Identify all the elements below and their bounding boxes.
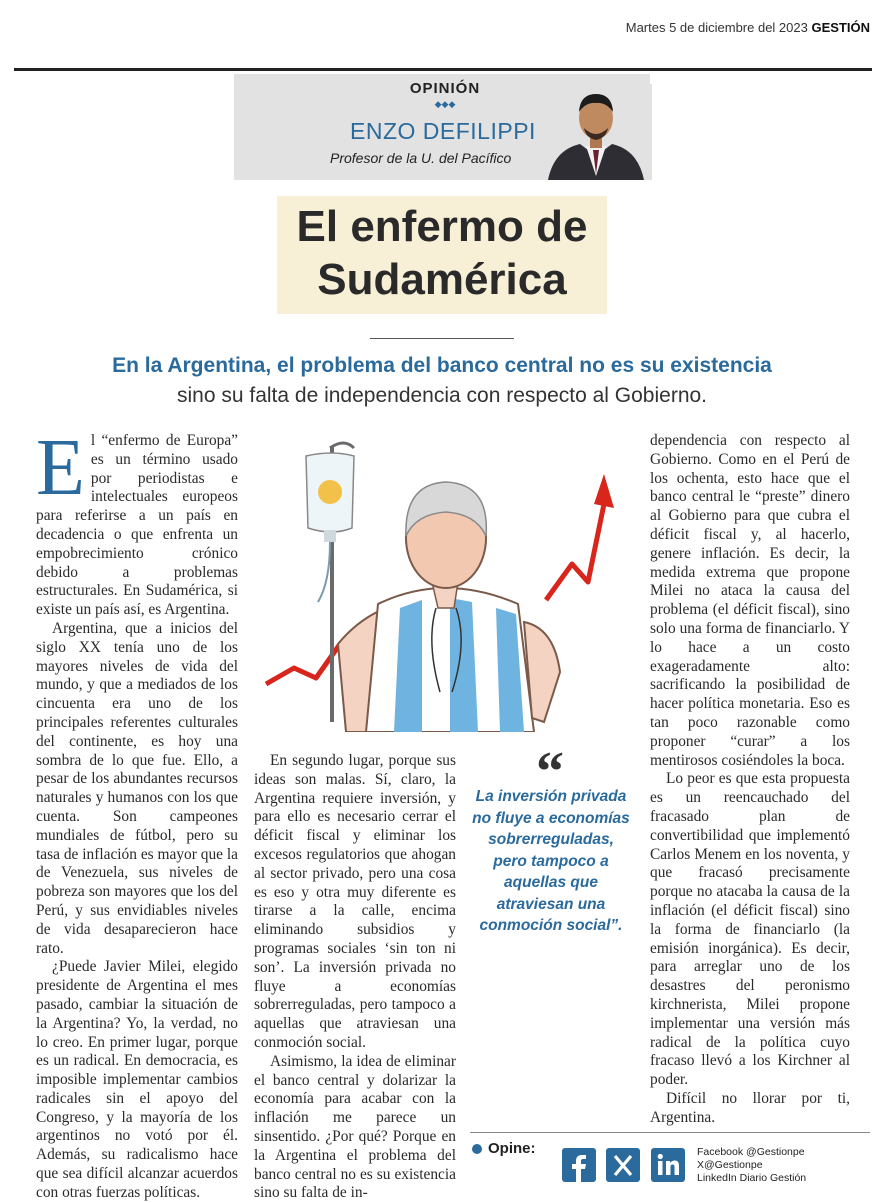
linkedin-handle[interactable]: LinkedIn Diario Gestión [697, 1172, 807, 1184]
paragraph: El “enfermo de Europa” es un término usado por periodistas e intelectuales europeos para referirse a un país en decadencia o que enfrenta un empobrecimiento crónico debido a problemas estructurales. En Sudamérica, si existe un país así, es Argentina. [36, 424, 238, 619]
headline [277, 200, 607, 306]
headline-line-2: Sudamérica [317, 255, 567, 304]
author-photo [540, 84, 652, 180]
article-column-3 [650, 432, 850, 1127]
drop-cap: E [36, 424, 85, 512]
quote-mark-icon: “ [536, 741, 564, 803]
facebook-handle[interactable]: Facebook @Gestionpe [697, 1146, 805, 1158]
top-rule [14, 68, 872, 71]
social-handles [697, 1146, 806, 1185]
pull-quote: La inversión privada no fluye a economías sobrerreguladas, pero tampoco a aquellas que atraviesan una conmoción social”. [472, 788, 630, 934]
subhead-line-1: En la Argentina, el problema del banco central no es su existencia [112, 354, 772, 377]
date: Martes 5 de diciembre del 2023 [625, 20, 808, 35]
paragraph: Difícil no llorar por ti, Argentina. [650, 1089, 850, 1126]
footer-rule [470, 1132, 870, 1133]
subhead-line-2: sino su falta de independencia con respecto al Gobierno. [176, 384, 708, 407]
paragraph: En segundo lugar, porque sus ideas son malas. Sí, claro, la Argentina requiere inversión, y para ello es necesario cerrar el déficit fiscal y eliminar los excesos regulatorios que ahogan al sector privado, pero una cosa es eso y otra muy diferente es tirarse a la calle, encima eliminando subsidios y programas sociales ‘sin ton ni son’. La inversión privada no fluye a economías sobrerreguladas, pero tampoco a aquellas que atraviesan una conmoción social. [254, 752, 456, 1051]
section-label: OPINIÓN [409, 80, 481, 97]
illustration-iv-drip-patient [254, 432, 634, 732]
headline-divider [370, 338, 514, 339]
author-name: ENZO DEFILIPPI [350, 118, 536, 144]
article-column-2 [254, 752, 456, 1203]
x-handle[interactable]: X@Gestionpe [697, 1159, 763, 1171]
paragraph: ¿Puede Javier Milei, elegido presidente de Argentina el mes pasado, cambiar la situación de la Argentina? Yo, la verdad, no lo creo. En primer lugar, porque es un radical. En democracia, es imposible implementar cambios radicales sin el apoyo del Congreso, y la mayoría de los argentinos no votó por él. Además, su radicalismo hace que sea difícil alcanzar acuerdos con otras fuerzas políticas. [36, 958, 238, 1201]
author-role: Profesor de la U. del Pacífico [330, 150, 512, 166]
masthead [626, 20, 870, 35]
paragraph: Argentina, que a inicios del siglo XX tenía uno de los mayores niveles de vida del mundo, y que a mediados de los cincuenta era uno de los principales referentes culturales del continente, es hoy una sombra de lo que fue. Ello, a pesar de los abundantes recursos naturales y humanos con los que cuenta. Son campeones mundiales de fútbol, pero su tasa de inflación es mayor que la de Venezuela, sus niveles de pobreza son mayores que los del Perú, y sus envidiables niveles de vida desaparecieron hace rato. [36, 619, 238, 957]
diamonds-ornament-icon: ◆◆◆ [434, 99, 456, 109]
speech-bubble-icon [472, 1144, 482, 1154]
opine-label: Opine: [472, 1140, 536, 1157]
article-column-1 [36, 424, 238, 1203]
paragraph: Asimismo, la idea de eliminar el banco central y dolarizar la economía para acabar con la inflación me parece un sinsentido. ¿Por qué? Porque en la Argentina el problema del banco central no es su existencia sino su falta de in- [254, 1052, 456, 1202]
headline-line-1: El enfermo de [296, 202, 588, 251]
facebook-icon[interactable] [562, 1148, 596, 1182]
linkedin-icon[interactable] [651, 1148, 685, 1182]
paper-name: GESTIÓN [811, 20, 870, 35]
paragraph: dependencia con respecto al Gobierno. Como en el Perú de los ochenta, esto hace que el banco central le “preste” dinero al Gobierno para que cubra el déficit fiscal y, al hacerlo, genere inflación. Es decir, la medida extrema que propone Milei no ataca la causa del problema (el déficit fiscal), sino solo una forma de financiarlo. Y lo hace a un costo exageradamente alto: sacrificando la posibilidad de hacer política monetaria. Eso es tan poco razonable como proponer “curar” a los mentirosos cosiéndoles la boca. [650, 432, 850, 769]
paragraph: Lo peor es que esta propuesta es un reencauchado del fracasado plan de convertibilidad que implementó Carlos Menem en los noventa, y que fracasó precisamente porque no atacaba la causa de la inflación (el déficit fiscal) sino la forma de financiarlo (la emisión inorgánica). Es decir, para arreglar uno de los desastres del peronismo kirchnerista, Milei propone implementar una versión más radical de la política cuyo fracaso llevó a los Kirchner al poder. [650, 770, 850, 1089]
x-icon[interactable] [606, 1148, 640, 1182]
